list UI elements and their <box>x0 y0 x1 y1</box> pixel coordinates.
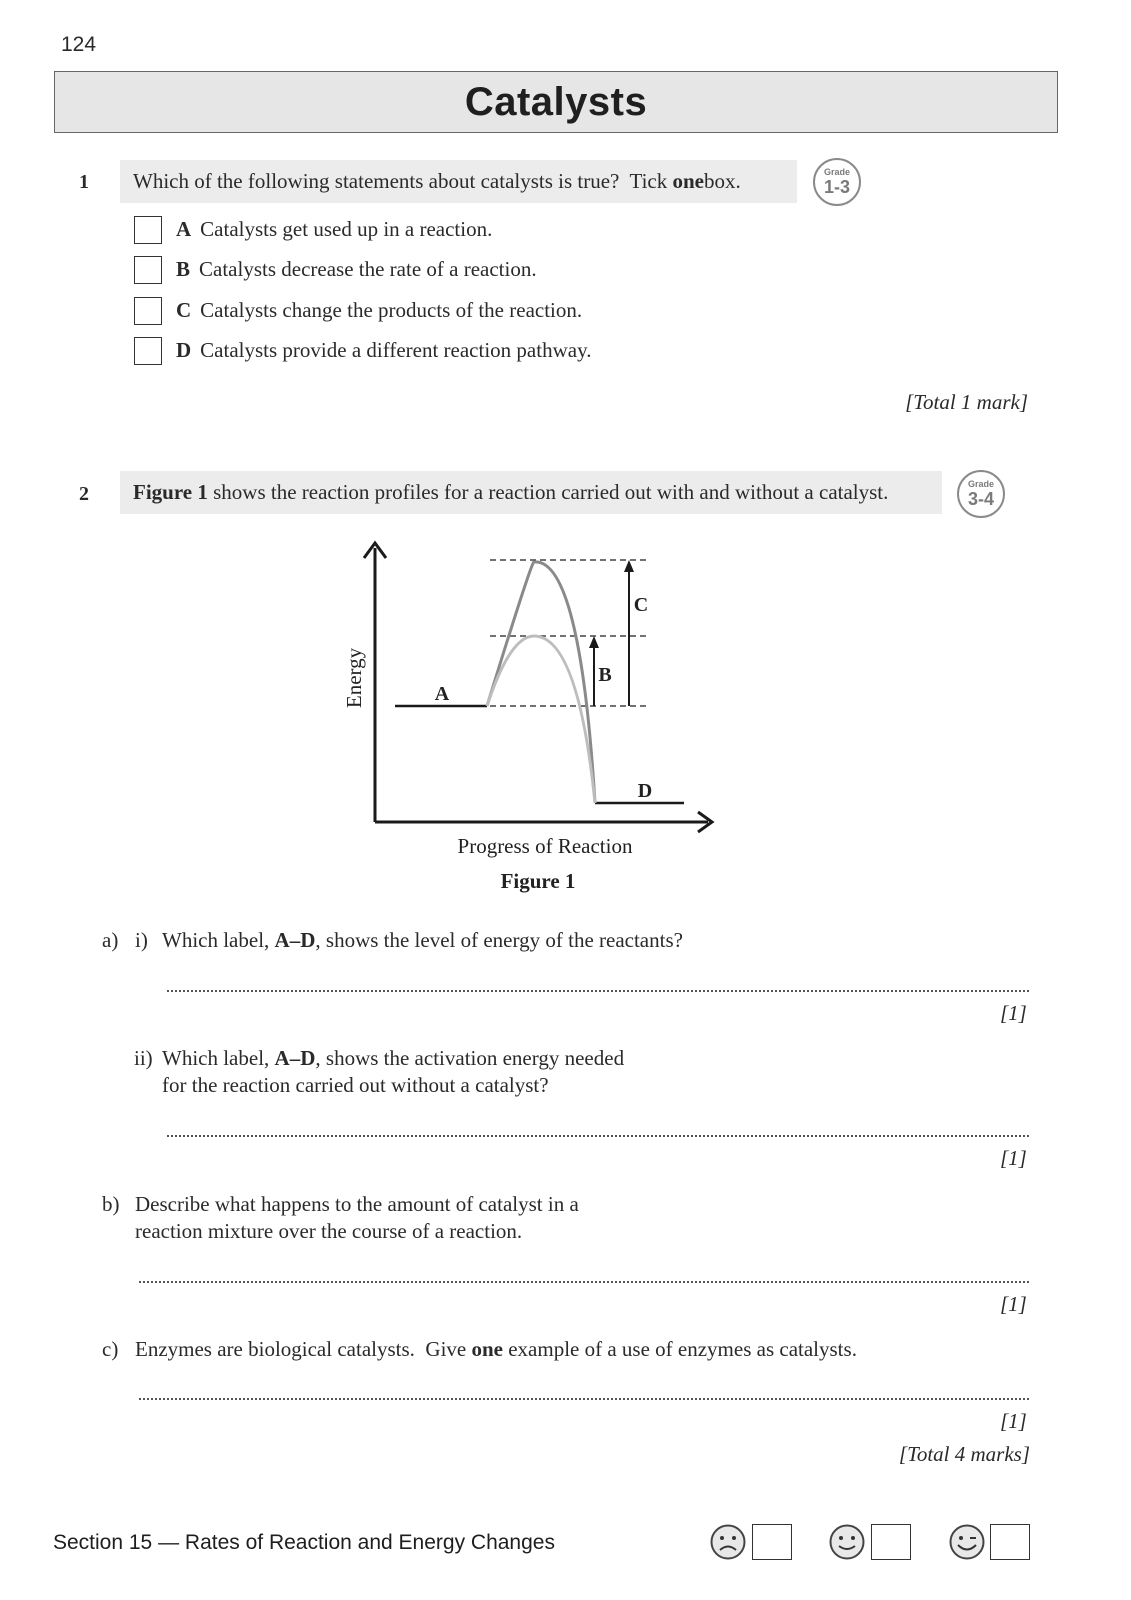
part-c-label: c) <box>102 1337 119 1361</box>
sad-face-icon <box>709 1523 747 1561</box>
part-b-mark: [1] <box>1000 1292 1027 1316</box>
confidence-box-medium[interactable] <box>871 1524 911 1560</box>
option-d-text: Catalysts provide a different reaction pathway. <box>200 338 592 362</box>
option-c-letter: C <box>176 298 192 322</box>
part-a-i-answer-line[interactable] <box>167 990 1029 992</box>
part-a-i-mark: [1] <box>1000 1001 1027 1025</box>
part-c-answer-line[interactable] <box>139 1398 1029 1400</box>
question-1-total: [Total 1 mark] <box>905 390 1028 414</box>
grade-badge-word: Grade <box>967 479 994 489</box>
label-b: B <box>598 664 612 686</box>
part-b-line2: reaction mixture over the course of a reaction. <box>135 1219 523 1243</box>
question-2-stem-post: shows the reaction profiles for a reaction carried out with and without a catalyst. <box>207 480 889 504</box>
arrow-b-head-icon <box>589 636 599 648</box>
part-a-i-pre: Which label, <box>162 928 275 952</box>
question-2-stem-bold: Figure 1 <box>133 480 208 504</box>
neutral-face-icon <box>828 1523 866 1561</box>
part-a-i-question <box>162 928 683 953</box>
confidence-box-low[interactable] <box>752 1524 792 1560</box>
grade-badge-range: 1-3 <box>823 177 850 197</box>
part-a-label: a) <box>102 928 119 952</box>
option-b-letter: B <box>176 257 191 281</box>
option-c-text: Catalysts change the products of the reaction. <box>200 298 583 322</box>
uncatalysed-profile <box>487 562 595 803</box>
question-1-number: 1 <box>79 171 89 193</box>
part-b-label: b) <box>102 1192 120 1216</box>
part-a-ii-label: ii) <box>134 1046 153 1070</box>
label-c: C <box>633 594 649 616</box>
part-c-pre: Enzymes are biological catalysts. Give <box>135 1337 472 1361</box>
label-a: A <box>434 683 450 705</box>
part-a-i-label: i) <box>135 928 148 952</box>
grade-badge-range: 3-4 <box>967 489 994 509</box>
figure-caption: Figure 1 <box>500 869 576 893</box>
option-d-letter: D <box>176 338 192 362</box>
arrow-c-head-icon <box>624 560 634 572</box>
option-a-letter: A <box>176 217 192 241</box>
page-title: Catalysts <box>464 79 648 124</box>
part-c-question <box>135 1337 857 1362</box>
question-2-number: 2 <box>79 483 89 505</box>
part-b-line1: Describe what happens to the amount of catalyst in a <box>135 1192 579 1216</box>
progress-axis-label: Progress of Reaction <box>457 834 633 858</box>
confidence-box-high[interactable] <box>990 1524 1030 1560</box>
part-c-bold: one <box>471 1337 503 1361</box>
part-a-ii-bold: A–D <box>274 1046 316 1070</box>
page-number: 124 <box>61 33 97 56</box>
part-c-post: example of a use of enzymes as catalysts. <box>502 1337 857 1361</box>
question-1-stem-bold: one <box>672 169 704 193</box>
part-a-ii-line2: for the reaction carried out without a catalyst? <box>162 1073 549 1097</box>
catalysed-profile <box>487 636 595 803</box>
section-footer: Section 15 — Rates of Reaction and Energy Changes <box>53 1531 555 1554</box>
part-a-i-bold: A–D <box>274 928 316 952</box>
question-2-total: [Total 4 marks] <box>898 1442 1030 1466</box>
label-d: D <box>637 780 653 802</box>
energy-axis-label: Energy <box>342 647 366 709</box>
option-b-text: Catalysts decrease the rate of a reaction. <box>199 257 537 281</box>
winking-face-icon <box>948 1523 986 1561</box>
option-a-text: Catalysts get used up in a reaction. <box>200 217 493 241</box>
part-a-i-post: , shows the level of energy of the reactants? <box>315 928 683 952</box>
part-a-ii-post: , shows the activation energy needed <box>315 1046 625 1070</box>
grade-badge-word: Grade <box>823 167 850 177</box>
part-a-ii-mark: [1] <box>1000 1146 1027 1170</box>
question-1-stem-pre: Which of the following statements about catalysts is true? Tick <box>133 169 673 193</box>
question-1-stem-post: box. <box>704 169 741 193</box>
part-a-ii-answer-line[interactable] <box>167 1135 1029 1137</box>
part-b-answer-line[interactable] <box>139 1281 1029 1283</box>
part-c-mark: [1] <box>1000 1409 1027 1433</box>
part-a-ii-question <box>162 1046 624 1071</box>
part-a-ii-pre: Which label, <box>162 1046 275 1070</box>
